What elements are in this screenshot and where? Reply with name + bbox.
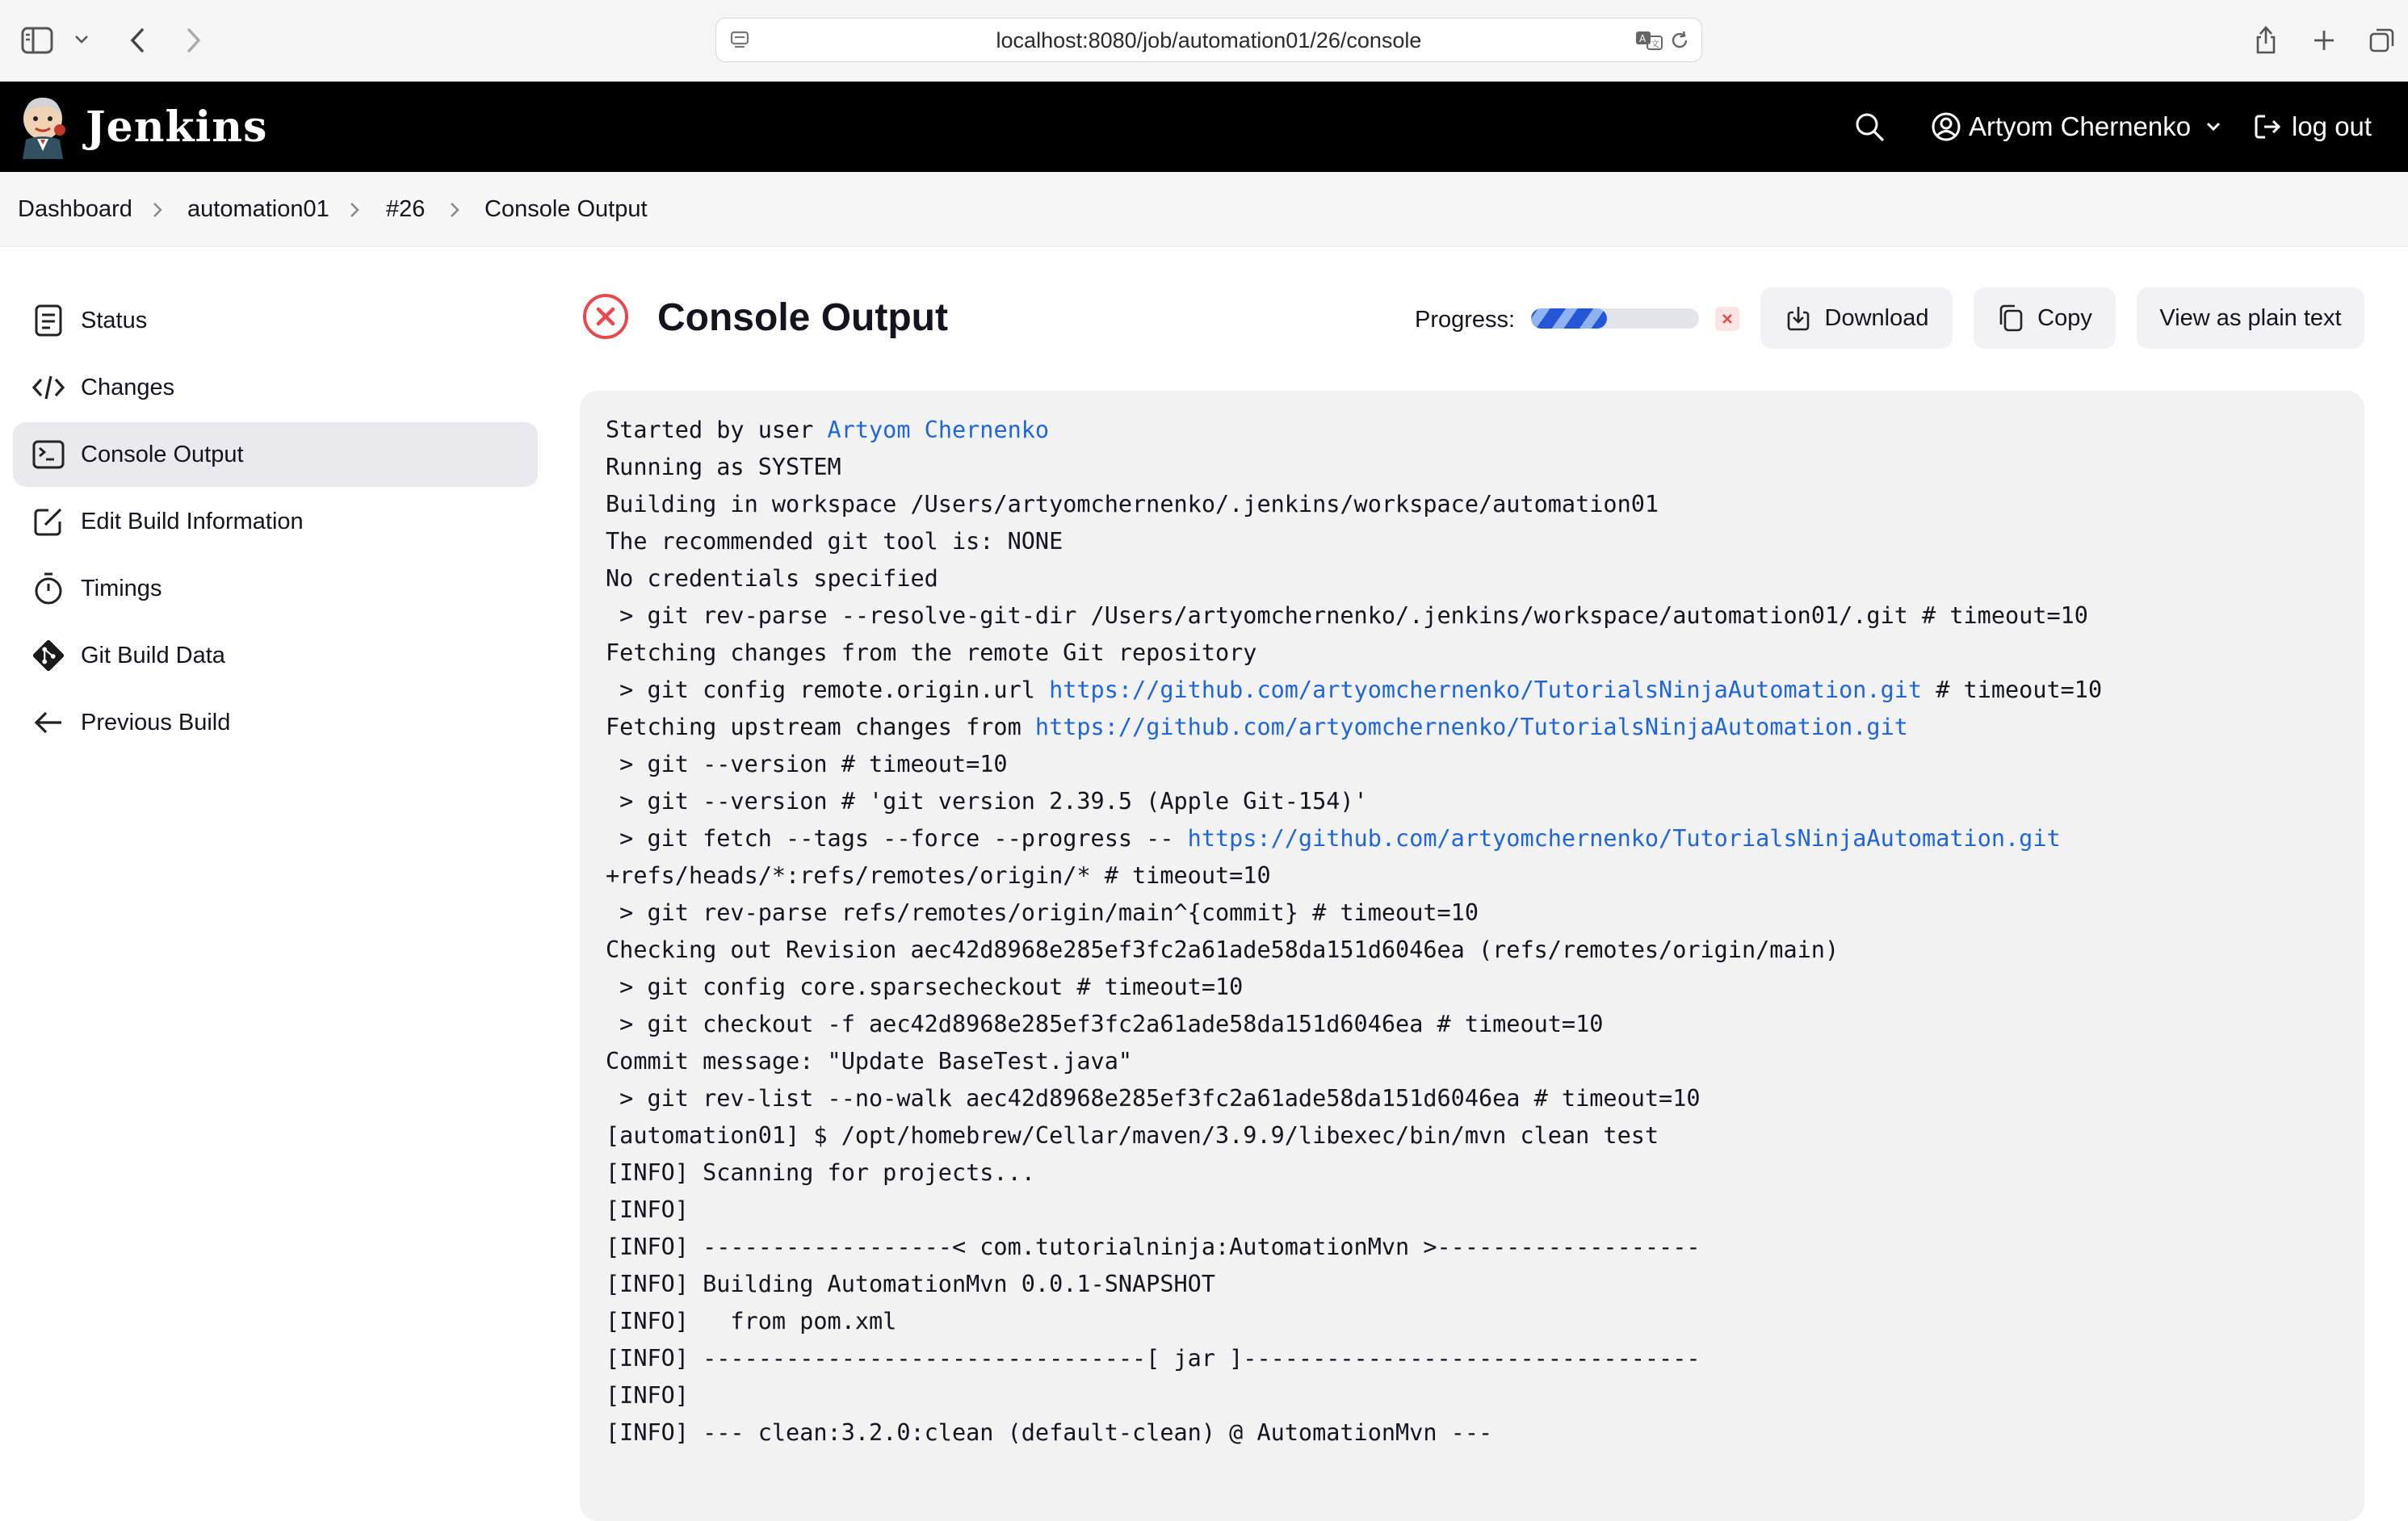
share-icon[interactable] bbox=[2250, 21, 2282, 58]
arrow-left-icon bbox=[31, 705, 66, 740]
user-menu[interactable] bbox=[1932, 82, 2221, 172]
tab-overview-icon[interactable] bbox=[2366, 24, 2398, 57]
sidebar-item-label: Previous Build bbox=[81, 709, 231, 735]
console-link[interactable]: https://github.com/artyomchernenko/TutorialsNinjaAutomation.git bbox=[1034, 714, 1908, 740]
console-line bbox=[606, 1192, 2339, 1229]
new-tab-icon[interactable] bbox=[2308, 24, 2340, 57]
console-line bbox=[606, 1229, 2339, 1266]
console-line bbox=[606, 820, 2339, 857]
breadcrumb-build[interactable]: #26 bbox=[386, 196, 426, 222]
code-icon bbox=[31, 370, 66, 405]
console-line bbox=[606, 932, 2339, 969]
console-line-text: > git --version # 'git version 2.39.5 (Apple Git-154)' bbox=[606, 788, 1368, 815]
download-button[interactable] bbox=[1760, 287, 1953, 349]
git-icon bbox=[31, 638, 66, 673]
address-bar[interactable] bbox=[715, 18, 1702, 62]
console-line-text: [INFO] --- clean:3.2.0:clean (default-clean) @ AutomationMvn --- bbox=[606, 1419, 1493, 1446]
progress-bar bbox=[1531, 308, 1699, 329]
download-label: Download bbox=[1824, 304, 1929, 331]
close-icon bbox=[1721, 312, 1734, 325]
sidebar-item-timings[interactable] bbox=[13, 556, 538, 621]
console-line-text: > git rev-list --no-walk aec42d8968e285ef3fc2a61ade58da151d6046ea # timeout=10 bbox=[606, 1085, 1701, 1112]
sidebar-toggle-icon[interactable] bbox=[19, 24, 55, 57]
cancel-build-button[interactable] bbox=[1715, 307, 1739, 331]
sidebar-item-git-build-data[interactable] bbox=[13, 623, 538, 688]
breadcrumb-job[interactable]: automation01 bbox=[187, 196, 329, 222]
console-line bbox=[606, 523, 2339, 560]
console-output[interactable] bbox=[580, 391, 2364, 1521]
sidebar-item-previous-build[interactable] bbox=[13, 690, 538, 755]
svg-text:文: 文 bbox=[1651, 39, 1659, 49]
console-link[interactable]: Artyom Chernenko bbox=[827, 417, 1050, 443]
failed-status-icon bbox=[581, 292, 630, 341]
console-line-text: [INFO] bbox=[606, 1196, 689, 1223]
search-icon bbox=[1854, 111, 1885, 142]
console-line-text: [INFO] Building AutomationMvn 0.0.1-SNAPSHOT bbox=[606, 1271, 1215, 1297]
console-line-text: [automation01] $ /opt/homebrew/Cellar/maven/3.9.9/libexec/bin/mvn clean test bbox=[606, 1122, 1659, 1149]
console-line bbox=[606, 449, 2339, 486]
console-link[interactable]: https://github.com/artyomchernenko/TutorialsNinjaAutomation.git bbox=[1187, 825, 2061, 852]
logout-label[interactable]: log out bbox=[2292, 111, 2372, 141]
sidebar-item-label: Changes bbox=[81, 374, 175, 400]
sidebar-item-label: Edit Build Information bbox=[81, 508, 304, 534]
logout-link[interactable] bbox=[2253, 82, 2372, 172]
console-line bbox=[606, 1414, 2339, 1452]
sidebar-item-label: Status bbox=[81, 307, 148, 333]
console-line bbox=[606, 969, 2339, 1006]
console-line bbox=[606, 1080, 2339, 1117]
console-line bbox=[606, 1117, 2339, 1154]
sidebar-item-console-output[interactable] bbox=[13, 422, 538, 487]
sidebar-item-changes[interactable] bbox=[13, 355, 538, 420]
console-line bbox=[606, 635, 2339, 672]
console-line bbox=[606, 672, 2339, 709]
console-line-text: > git rev-parse --resolve-git-dir /Users/artyomchernenko/.jenkins/workspace/automation01/.git # timeout=10 bbox=[606, 602, 2088, 629]
console-line bbox=[606, 486, 2339, 523]
chevron-down-icon[interactable] bbox=[71, 29, 92, 50]
progress-label: Progress: bbox=[1415, 307, 1516, 333]
console-line-text: Building in workspace /Users/artyomchernenko/.jenkins/workspace/automation01 bbox=[606, 491, 1659, 517]
console-line bbox=[606, 412, 2339, 449]
console-line bbox=[606, 1006, 2339, 1043]
copy-button[interactable] bbox=[1974, 287, 2116, 349]
breadcrumb-dashboard[interactable]: Dashboard bbox=[18, 196, 132, 222]
console-line-text: Checking out Revision aec42d8968e285ef3fc2a61ade58da151d6046ea (refs/remotes/origin/main) bbox=[606, 936, 1840, 963]
user-avatar-icon bbox=[1932, 112, 1961, 141]
back-arrow-icon[interactable] bbox=[121, 23, 153, 58]
console-link[interactable]: https://github.com/artyomchernenko/TutorialsNinjaAutomation.git bbox=[1049, 677, 1923, 703]
jenkins-header bbox=[0, 82, 2408, 172]
chevron-right-icon bbox=[449, 201, 460, 219]
timer-icon bbox=[31, 571, 66, 606]
console-line-text: > git --version # timeout=10 bbox=[606, 751, 1008, 777]
page-title: Console Output bbox=[657, 296, 948, 339]
user-name[interactable]: Artyom Chernenko bbox=[1969, 111, 2192, 141]
console-line bbox=[606, 783, 2339, 820]
jenkins-brand-name[interactable]: Jenkins bbox=[86, 102, 268, 152]
svg-text:A: A bbox=[1639, 33, 1647, 44]
console-line-text: [INFO] from pom.xml bbox=[606, 1308, 897, 1335]
browser-toolbar bbox=[0, 0, 2408, 82]
document-icon bbox=[31, 303, 66, 338]
console-line-text: [INFO] ------------------< com.tutorialninja:AutomationMvn >------------------- bbox=[606, 1234, 1701, 1260]
console-line-text: Started by user bbox=[606, 417, 828, 443]
console-line-text: [INFO] bbox=[606, 1382, 689, 1409]
console-line bbox=[606, 1266, 2339, 1303]
copy-icon bbox=[1997, 304, 2024, 333]
console-line-text: Running as SYSTEM bbox=[606, 454, 841, 480]
chevron-right-icon bbox=[349, 201, 360, 219]
console-line bbox=[606, 1303, 2339, 1340]
search-button[interactable] bbox=[1854, 82, 1885, 172]
console-line bbox=[606, 1043, 2339, 1080]
copy-label: Copy bbox=[2037, 304, 2092, 331]
console-line-text: +refs/heads/*:refs/remotes/origin/* # timeout=10 bbox=[606, 862, 1271, 889]
chevron-right-icon bbox=[152, 201, 163, 219]
view-plain-text-button[interactable] bbox=[2137, 287, 2364, 349]
jenkins-home-link[interactable] bbox=[18, 82, 267, 172]
breadcrumb bbox=[0, 172, 2408, 247]
console-line-text: > git fetch --tags --force --progress -- bbox=[606, 825, 1188, 852]
download-icon bbox=[1785, 304, 1812, 332]
console-line-text: > git checkout -f aec42d8968e285ef3fc2a61ade58da151d6046ea # timeout=10 bbox=[606, 1011, 1604, 1037]
chevron-down-icon bbox=[2205, 121, 2221, 132]
translate-icon[interactable] bbox=[1634, 28, 1666, 52]
view-plain-text-label: View as plain text bbox=[2159, 304, 2342, 331]
console-line-text: [INFO] --------------------------------[ jar ]--------------------------------- bbox=[606, 1345, 1701, 1372]
terminal-icon bbox=[31, 437, 66, 472]
console-line bbox=[606, 709, 2339, 746]
console-line-text: Commit message: "Update BaseTest.java" bbox=[606, 1048, 1133, 1075]
console-line-text: [INFO] Scanning for projects... bbox=[606, 1159, 1035, 1186]
sidebar-item-edit-build-information[interactable] bbox=[13, 489, 538, 554]
console-line-text: > git config core.sparsecheckout # timeout=10 bbox=[606, 974, 1244, 1000]
console-line-text: Fetching upstream changes from bbox=[606, 714, 1035, 740]
sidebar-item-label: Console Output bbox=[81, 441, 244, 467]
console-line-text: Fetching changes from the remote Git repository bbox=[606, 639, 1257, 666]
console-line-text: No credentials specified bbox=[606, 565, 938, 592]
console-line bbox=[606, 1377, 2339, 1414]
logout-icon bbox=[2253, 112, 2282, 141]
console-line-text: > git rev-parse refs/remotes/origin/main^{commit} # timeout=10 bbox=[606, 899, 1479, 926]
console-line-text: # timeout=10 bbox=[1922, 677, 2103, 703]
sidebar-item-label: Timings bbox=[81, 575, 162, 601]
console-line bbox=[606, 895, 2339, 932]
console-line-text: > git config remote.origin.url bbox=[606, 677, 1050, 703]
console-line bbox=[606, 1340, 2339, 1377]
edit-icon bbox=[31, 504, 66, 539]
breadcrumb-current[interactable]: Console Output bbox=[485, 196, 648, 222]
console-line bbox=[606, 1154, 2339, 1192]
console-line bbox=[606, 597, 2339, 635]
console-line-text: The recommended git tool is: NONE bbox=[606, 528, 1063, 555]
sidebar-item-label: Git Build Data bbox=[81, 642, 225, 668]
url-text[interactable]: localhost:8080/job/automation01/26/console bbox=[996, 28, 1422, 52]
jenkins-logo-icon bbox=[18, 94, 68, 159]
console-line bbox=[606, 560, 2339, 597]
reload-icon[interactable] bbox=[1668, 28, 1692, 52]
sidebar-item-status[interactable] bbox=[13, 288, 538, 353]
console-line bbox=[606, 857, 2339, 895]
forward-arrow-icon[interactable] bbox=[178, 23, 210, 58]
progress-bar-fill bbox=[1531, 308, 1607, 329]
console-log bbox=[606, 412, 2339, 1452]
console-line bbox=[606, 746, 2339, 783]
